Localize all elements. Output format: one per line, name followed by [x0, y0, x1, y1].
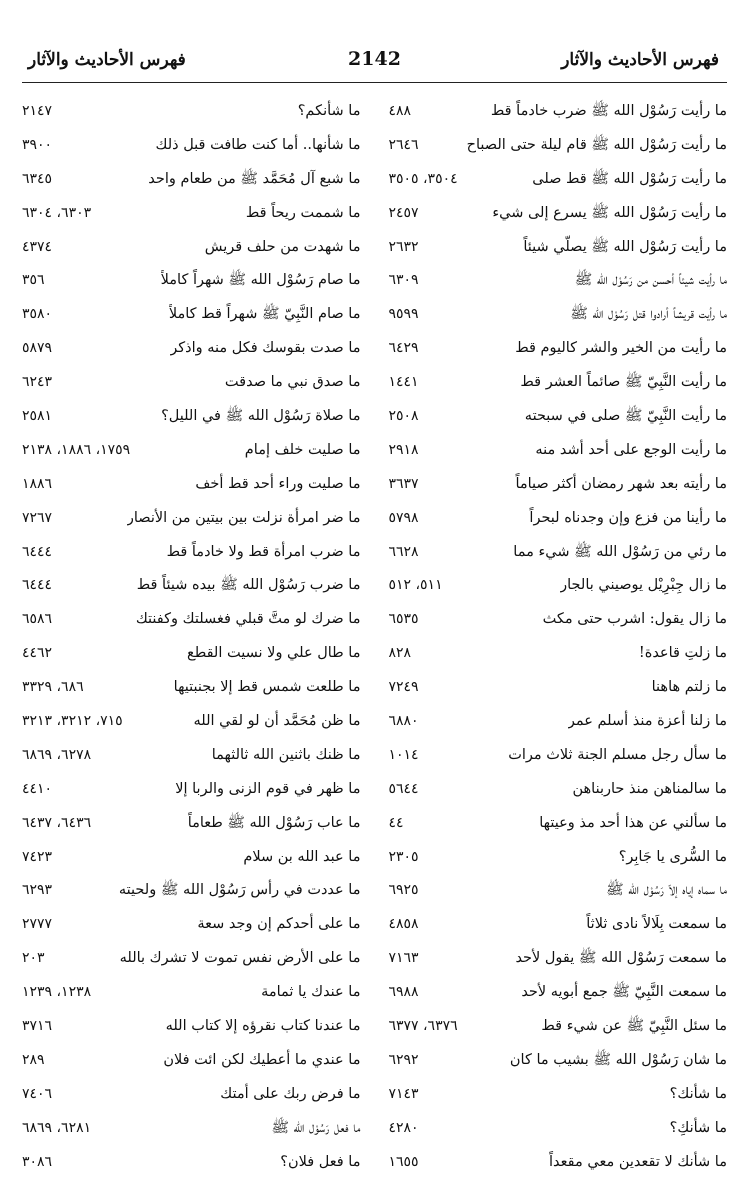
entry-reference: ٤٢٨٠	[388, 1119, 419, 1136]
entry-reference: ٦٤٣٦، ٦٤٣٧	[22, 814, 92, 831]
entry-text: ما السُّرى يا جَابِر؟	[618, 848, 727, 865]
entry-text: ما زلنا أعزة منذ أسلم عمر	[567, 713, 727, 730]
entry-text: ما شأنها.. أما كنت طافت قبل ذلك	[155, 136, 361, 153]
entry-text: ما سمعت رَسُوْل الله ﷺ يقول لأحد	[515, 950, 727, 967]
entry-text: ما شأنك لا تقعدين معي مقعداً	[549, 1153, 727, 1170]
entry-reference: ٣٦٣٧	[388, 475, 419, 492]
entry-reference: ٢٥٨١	[22, 408, 53, 425]
index-entry	[389, 264, 728, 298]
index-entry	[389, 942, 728, 976]
entry-reference: ٦٤٢٩	[388, 340, 419, 357]
index-entry	[389, 231, 728, 265]
entry-reference: ٥٦٤٤	[388, 780, 419, 797]
entry-text: ما رأيت النَّبِيّ ﷺ صلى في سبحته	[524, 408, 727, 425]
index-entry	[22, 264, 361, 298]
entry-text: ما ضرك لو متَّ قبلي فغسلتك وكفنتك	[135, 611, 361, 628]
index-entry	[389, 400, 728, 434]
index-entry	[22, 807, 361, 841]
entry-text: ما زلتِ قاعدة!	[638, 645, 727, 662]
index-entry	[389, 95, 728, 129]
index-entry	[389, 536, 728, 570]
entry-text: ما شأنك؟	[669, 1085, 727, 1102]
index-entry	[22, 942, 361, 976]
index-entry	[389, 1146, 728, 1180]
entry-reference: ٩٥٩٩	[388, 306, 419, 323]
entry-text: ما رأيته بعد شهر رمضان أكثر صياماً	[515, 475, 727, 492]
index-entry	[22, 332, 361, 366]
index-entry	[389, 569, 728, 603]
entry-reference: ١٨٨٦	[22, 475, 53, 492]
index-entry	[389, 1044, 728, 1078]
entry-text: ما عاب رَسُوْل الله ﷺ طعاماً	[187, 814, 361, 831]
entry-text: ما على الأرض نفس تموت لا تشرك بالله	[119, 950, 361, 967]
index-entry	[22, 671, 361, 705]
entry-text: ما شأنكم؟	[297, 103, 361, 119]
entry-reference: ٧١٤٣	[388, 1085, 419, 1102]
entry-reference: ٦٥٣٥	[388, 611, 419, 628]
index-entry	[389, 807, 728, 841]
entry-reference: ٦٨٨٠	[388, 713, 419, 730]
index-entry	[389, 366, 728, 400]
index-entry	[389, 739, 728, 773]
entry-reference: ٦٤٤٤	[22, 543, 53, 560]
entry-reference: ١٤٤١	[388, 374, 419, 391]
entry-reference: ٧٢٦٧	[22, 509, 53, 526]
entry-reference: ٣٩٠٠	[22, 136, 53, 153]
entry-reference: ١٠١٤	[388, 746, 419, 763]
entry-reference: ٦٦٢٨	[388, 543, 419, 560]
entry-text: ما شبع آل مُحَمَّد ﷺ من طعام واحد	[148, 170, 361, 187]
entry-reference: ٧٢٤٩	[388, 679, 419, 696]
entry-reference: ٦٢٤٣	[22, 374, 53, 391]
entry-reference: ٤٤	[388, 814, 404, 831]
entry-reference: ٥٨٧٩	[22, 340, 53, 357]
entry-reference: ٢٨٩	[22, 1051, 45, 1068]
index-entry	[22, 603, 361, 637]
entry-text: ما رئي من رَسُوْل الله ﷺ شيء مما	[513, 543, 727, 560]
entry-reference: ٧١٦٣	[388, 950, 419, 967]
index-entry	[389, 163, 728, 197]
index-entry	[389, 298, 728, 332]
entry-text: ما فرض ربك على أمتك	[220, 1085, 361, 1102]
index-entry	[22, 197, 361, 231]
index-entry	[389, 502, 728, 536]
index-entry	[22, 231, 361, 265]
entry-reference: ٦٩٨٨	[388, 984, 419, 1001]
entry-reference: ٦٩٢٥	[388, 882, 419, 899]
entry-reference: ٤٤١٠	[22, 780, 53, 797]
entry-text: ما طلعت شمس قط إلا بجنبتيها	[173, 679, 361, 696]
index-entry	[22, 95, 361, 129]
index-entry	[22, 536, 361, 570]
index-columns	[22, 95, 727, 1180]
header-rule	[22, 82, 727, 83]
entry-reference: ٢٧٧٧	[22, 916, 53, 933]
entry-text: ما فعل رَسُوْل الله ﷺ	[271, 1119, 361, 1136]
entry-text: ما عبد الله بن سلام	[243, 848, 361, 865]
entry-text: ما رأيت رَسُوْل الله ﷺ قط صلى	[532, 170, 727, 187]
index-entry	[389, 671, 728, 705]
index-entry	[22, 366, 361, 400]
index-entry	[22, 908, 361, 942]
entry-text: ما سأل رجل مسلم الجنة ثلاث مرات	[508, 746, 727, 763]
entry-reference: ٣٥٨٠	[22, 306, 53, 323]
index-entry	[389, 908, 728, 942]
index-entry	[22, 773, 361, 807]
entry-text: ما زال يقول: اشرب حتى مكث	[542, 611, 727, 628]
entry-reference: ٦٢٩٢	[388, 1051, 419, 1068]
entry-reference: ٢٩١٨	[388, 441, 419, 458]
index-entry	[389, 1078, 728, 1112]
entry-text: ما صام رَسُوْل الله ﷺ شهراً كاملاً	[160, 272, 361, 289]
entry-text: ما على أحدكم إن وجد سعة	[197, 916, 361, 933]
entry-text: ما سماه إياه إلاّ رَسُوْل الله ﷺ	[606, 882, 727, 899]
entry-reference: ٥٧٩٨	[388, 509, 419, 526]
entry-reference: ٤٣٧٤	[22, 238, 53, 255]
entry-reference: ٦٢٩٣	[22, 882, 53, 899]
entry-reference: ٤٤٦٢	[22, 645, 53, 662]
index-entry	[389, 637, 728, 671]
entry-text: ما رأيت رَسُوْل الله ﷺ يسرع إلى شيء	[492, 204, 727, 221]
entry-reference: ٥١١، ٥١٢	[388, 577, 443, 594]
entry-reference: ٣٥٦	[22, 272, 45, 289]
entry-reference: ٦٣٧٦، ٦٣٧٧	[388, 1018, 458, 1035]
entry-text: ما صلاة رَسُوْل الله ﷺ في الليل؟	[161, 408, 361, 425]
entry-text: ما فعل فلان؟	[280, 1153, 361, 1170]
entry-reference: ٨٢٨	[388, 645, 412, 662]
index-entry	[389, 434, 728, 468]
entry-text: ما صليت وراء أحد قط أخف	[195, 475, 361, 492]
left-column	[22, 95, 375, 1180]
entry-text: ما زلتم هاهنا	[651, 679, 727, 696]
entry-reference: ٦٣٠٩	[388, 272, 419, 289]
entry-text: ما شان رَسُوْل الله ﷺ بشيب ما كان	[509, 1051, 727, 1068]
index-entry	[22, 468, 361, 502]
entry-text: ما ظهر في قوم الزنى والربا إلا	[175, 780, 361, 797]
index-entry	[22, 502, 361, 536]
entry-text: ما ظن مُحَمَّد أن لو لقي الله	[193, 713, 361, 730]
index-entry	[22, 739, 361, 773]
index-entry	[22, 400, 361, 434]
index-entry	[389, 332, 728, 366]
entry-text: ما شأنكِ؟	[669, 1119, 727, 1136]
entry-text: ما ضر امرأة نزلت بين بيتين من الأنصار	[126, 509, 361, 526]
entry-text: ما زال جِبْرِيْل يوصيني بالجار	[560, 577, 727, 594]
entry-reference: ٢٦٤٦	[388, 136, 419, 153]
entry-reference: ١٦٥٥	[388, 1153, 419, 1170]
index-entry	[22, 1146, 361, 1180]
entry-text: ما ظنك باثنين الله ثالثهما	[211, 746, 361, 763]
index-entry	[389, 603, 728, 637]
entry-text: ما صدق نبي ما صدقت	[224, 374, 361, 391]
entry-text: ما سألني عن هذا أحد مذ وعيتها	[539, 814, 727, 831]
index-entry	[22, 163, 361, 197]
running-title-right: فهرس الأحاديث والآثار	[561, 50, 719, 70]
page-header	[22, 44, 727, 78]
entry-text: ما رأيت الوجع على أحد أشد منه	[535, 441, 727, 458]
entry-text: ما عندك يا ثمامة	[261, 984, 361, 1001]
entry-text: ما رأيت النَّبِيّ ﷺ صائماً العشر قط	[520, 374, 727, 391]
entry-reference: ٣٧١٦	[22, 1018, 53, 1035]
index-entry	[389, 129, 728, 163]
right-column	[375, 95, 728, 1180]
entry-text: ما عددت في رأس رَسُوْل الله ﷺ ولحيته	[118, 882, 361, 899]
entry-text: ما رأيت قريشاً أرادوا قتل رَسُوْل الله ﷺ	[570, 306, 727, 323]
entry-reference: ٦٤٤٤	[22, 577, 53, 594]
entry-text: ما صليت خلف إمام	[244, 441, 361, 458]
index-entry	[22, 976, 361, 1010]
index-entry	[389, 841, 728, 875]
entry-text: ما رأينا من فزع وإن وجدناه لبحراً	[529, 509, 727, 526]
entry-text: ما عندي ما أعطيك لكن ائت فلان	[163, 1051, 361, 1068]
entry-text: ما سئل النَّبِيّ ﷺ عن شيء قط	[541, 1018, 727, 1035]
entry-text: ما سالمناهن منذ حاربناهن	[572, 780, 727, 797]
entry-text: ما شهدت من حلف قريش	[204, 238, 361, 255]
entry-text: ما رأيت رَسُوْل الله ﷺ ضرب خادماً قط	[490, 103, 727, 119]
index-entry	[22, 637, 361, 671]
page-number: 2142	[348, 48, 401, 70]
entry-reference: ٦٢٨١، ٦٨٦٩	[22, 1119, 92, 1136]
entry-reference: ١٧٥٩، ١٨٨٦، ٢١٣٨	[22, 441, 131, 458]
entry-reference: ٢٠٣	[22, 950, 45, 967]
entry-reference: ٦٥٨٦	[22, 611, 53, 628]
entry-text: ما ضرب امرأة قط ولا خادماً قط	[166, 543, 361, 560]
index-entry	[22, 298, 361, 332]
entry-reference: ٦٢٧٨، ٦٨٦٩	[22, 746, 92, 763]
entry-text: ما عندنا كتاب نقرؤه إلا كتاب الله	[165, 1018, 361, 1035]
index-entry	[389, 1010, 728, 1044]
entry-reference: ٣٠٨٦	[22, 1153, 53, 1170]
entry-reference: ٤٨٥٨	[388, 916, 419, 933]
entry-text: ما صدت بقوسك فكل منه واذكر	[170, 340, 361, 357]
entry-reference: ٢٣٠٥	[388, 848, 419, 865]
index-entry	[22, 1044, 361, 1078]
entry-reference: ٦٣٠٣، ٦٣٠٤	[22, 204, 92, 221]
index-entry	[389, 874, 728, 908]
entry-text: ما رأيت من الخير والشر كاليوم قط	[515, 340, 727, 357]
entry-reference: ٧٤٢٣	[22, 848, 53, 865]
entry-reference: ٢١٤٧	[22, 103, 53, 119]
entry-text: ما رأيت رَسُوْل الله ﷺ يصلّي شيئاً	[523, 238, 727, 255]
index-entry	[22, 874, 361, 908]
index-entry	[22, 841, 361, 875]
index-entry	[389, 197, 728, 231]
entry-text: ما طال علي ولا نسيت القطع	[186, 645, 361, 662]
entry-reference: ٢٤٥٧	[388, 204, 419, 221]
entry-text: ما سمعت النَّبِيّ ﷺ جمع أبويه لأحد	[521, 984, 727, 1001]
entry-text: ما شممت ريحاً قط	[245, 204, 361, 221]
entry-text: ما صام النَّبِيّ ﷺ شهراً قط كاملاً	[168, 306, 361, 323]
entry-text: ما رأيت رَسُوْل الله ﷺ قام ليلة حتى الصباح	[466, 136, 727, 153]
entry-text: ما ضرب رَسُوْل الله ﷺ بيده شيئاً قط	[136, 577, 361, 594]
entry-text: ما سمعت بِلَالاً نادى ثلاثاً	[586, 916, 727, 933]
entry-reference: ٦٨٦، ٣٣٢٩	[22, 679, 84, 696]
entry-reference: ٧٤٠٦	[22, 1085, 53, 1102]
entry-reference: ٢٥٠٨	[388, 408, 419, 425]
entry-reference: ٦٣٤٥	[22, 170, 53, 187]
index-entry	[389, 705, 728, 739]
index-entry	[22, 569, 361, 603]
index-entry	[389, 773, 728, 807]
entry-text: ما رأيت شيئاً أحسن من رَسُوْل الله ﷺ	[574, 272, 727, 289]
index-entry	[22, 434, 361, 468]
running-title-left: فهرس الأحاديث والآثار	[28, 50, 186, 70]
index-entry	[389, 976, 728, 1010]
entry-reference: ٧١٥، ٣٢١٢، ٣٢١٣	[22, 713, 123, 730]
entry-reference: ٤٨٨	[388, 103, 412, 119]
entry-reference: ١٢٣٨، ١٢٣٩	[22, 984, 92, 1001]
index-entry	[22, 705, 361, 739]
index-entry	[22, 1010, 361, 1044]
index-entry	[22, 1078, 361, 1112]
entry-reference: ٣٥٠٤، ٣٥٠٥	[388, 170, 458, 187]
entry-reference: ٢٦٣٢	[388, 238, 419, 255]
index-entry	[22, 129, 361, 163]
index-entry	[389, 468, 728, 502]
